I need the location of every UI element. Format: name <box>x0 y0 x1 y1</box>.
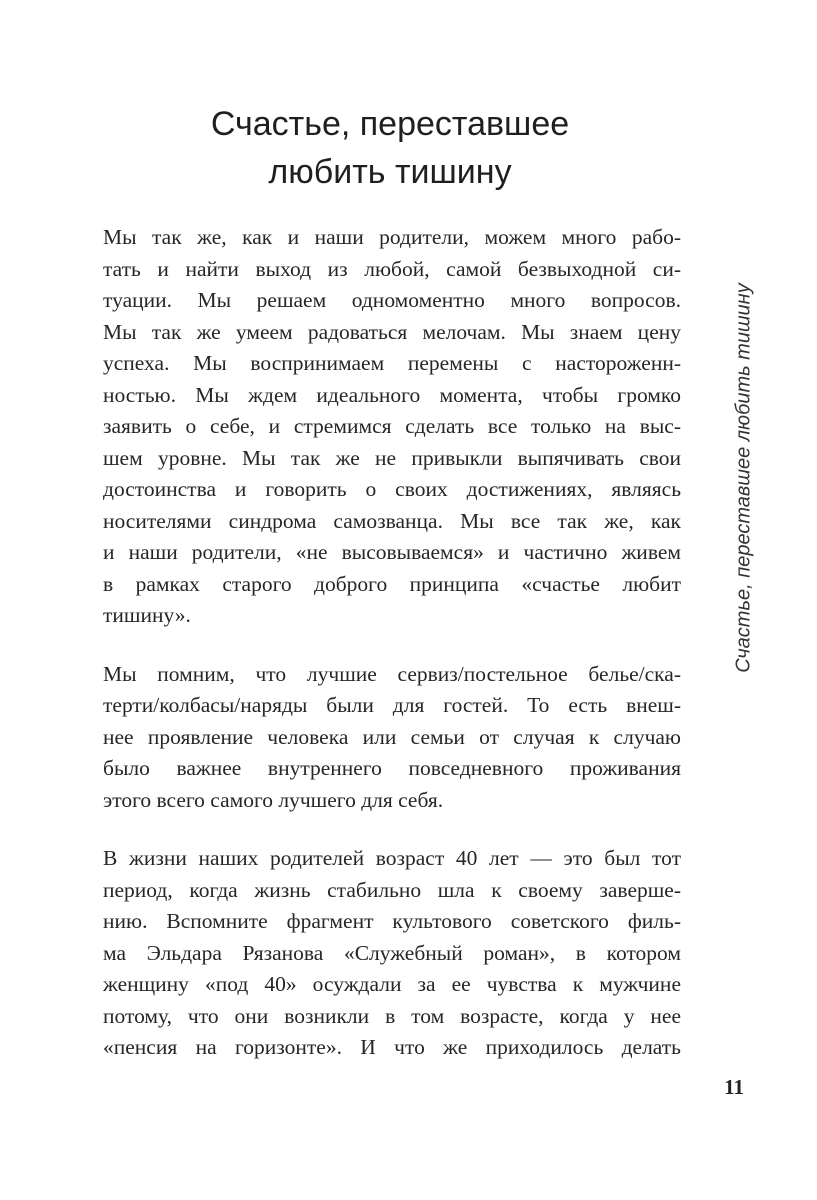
chapter-title-line: Счастье, переставшее <box>210 105 570 143</box>
text-line: успеха. Мы воспринимаем перемены с настороженн- <box>103 351 681 375</box>
text-line: В жизни наших родителей возраст 40 лет — это был тот <box>103 846 681 870</box>
text-line: «пенсия на горизонте». И что же приходилось делать <box>103 1035 681 1059</box>
text-line: было важнее внутреннего повседневного проживания <box>103 756 681 780</box>
text-line: Мы помним, что лучшие сервиз/постельное белье/ска- <box>103 661 681 686</box>
paragraph <box>103 843 681 1064</box>
text-line: ностью. Мы ждем идеального момента, чтобы громко <box>103 382 681 407</box>
text-line: туации. Мы решаем одномоментно много вопросов. <box>103 288 681 312</box>
text-line: период, когда жизнь стабильно шла к своему заверше- <box>103 877 681 902</box>
text-line: потому, что они возникли в том возрасте, когда у нее <box>103 1003 681 1028</box>
text-line: нее проявление человека или семьи от случая к случаю <box>103 724 681 749</box>
page-number: 11 <box>724 1075 744 1099</box>
text-line: этого всего самого лучшего для себя. <box>103 787 444 812</box>
text-line: тишину». <box>103 603 191 627</box>
text-line: заявить о себе, и стремимся сделать все только на выс- <box>103 414 681 438</box>
text-line: женщину «под 40» осуждали за ее чувства к мужчине <box>103 972 681 996</box>
text-line: в рамках старого доброго принципа «счастье любит <box>103 571 681 596</box>
paragraph <box>103 659 681 817</box>
text-line: тать и найти выход из любой, самой безвыходной си- <box>103 256 681 281</box>
paragraph <box>103 222 681 632</box>
text-line: терти/колбасы/наряды были для гостей. То есть внеш- <box>103 693 681 717</box>
text-line: нию. Вспомните фрагмент культового советского филь- <box>103 909 681 933</box>
text-line: и наши родители, «не высовываемся» и частично живем <box>103 540 681 564</box>
text-line: Мы так же, как и наши родители, можем много рабо- <box>103 225 681 249</box>
running-head: Счастье, переставшее любить тишину <box>732 283 755 673</box>
chapter-title <box>100 100 680 196</box>
chapter-title-line: любить тишину <box>268 153 512 191</box>
text-line: ма Эльдара Рязанова «Служебный роман», в котором <box>103 940 681 965</box>
text-line: достоинства и говорить о своих достижениях, являясь <box>103 477 681 501</box>
body-text <box>103 222 681 1091</box>
text-line: носителями синдрома самозванца. Мы все так же, как <box>103 508 681 533</box>
text-line: шем уровне. Мы так же не привыкли выпячивать свои <box>103 445 681 470</box>
text-line: Мы так же умеем радоваться мелочам. Мы знаем цену <box>103 319 681 344</box>
